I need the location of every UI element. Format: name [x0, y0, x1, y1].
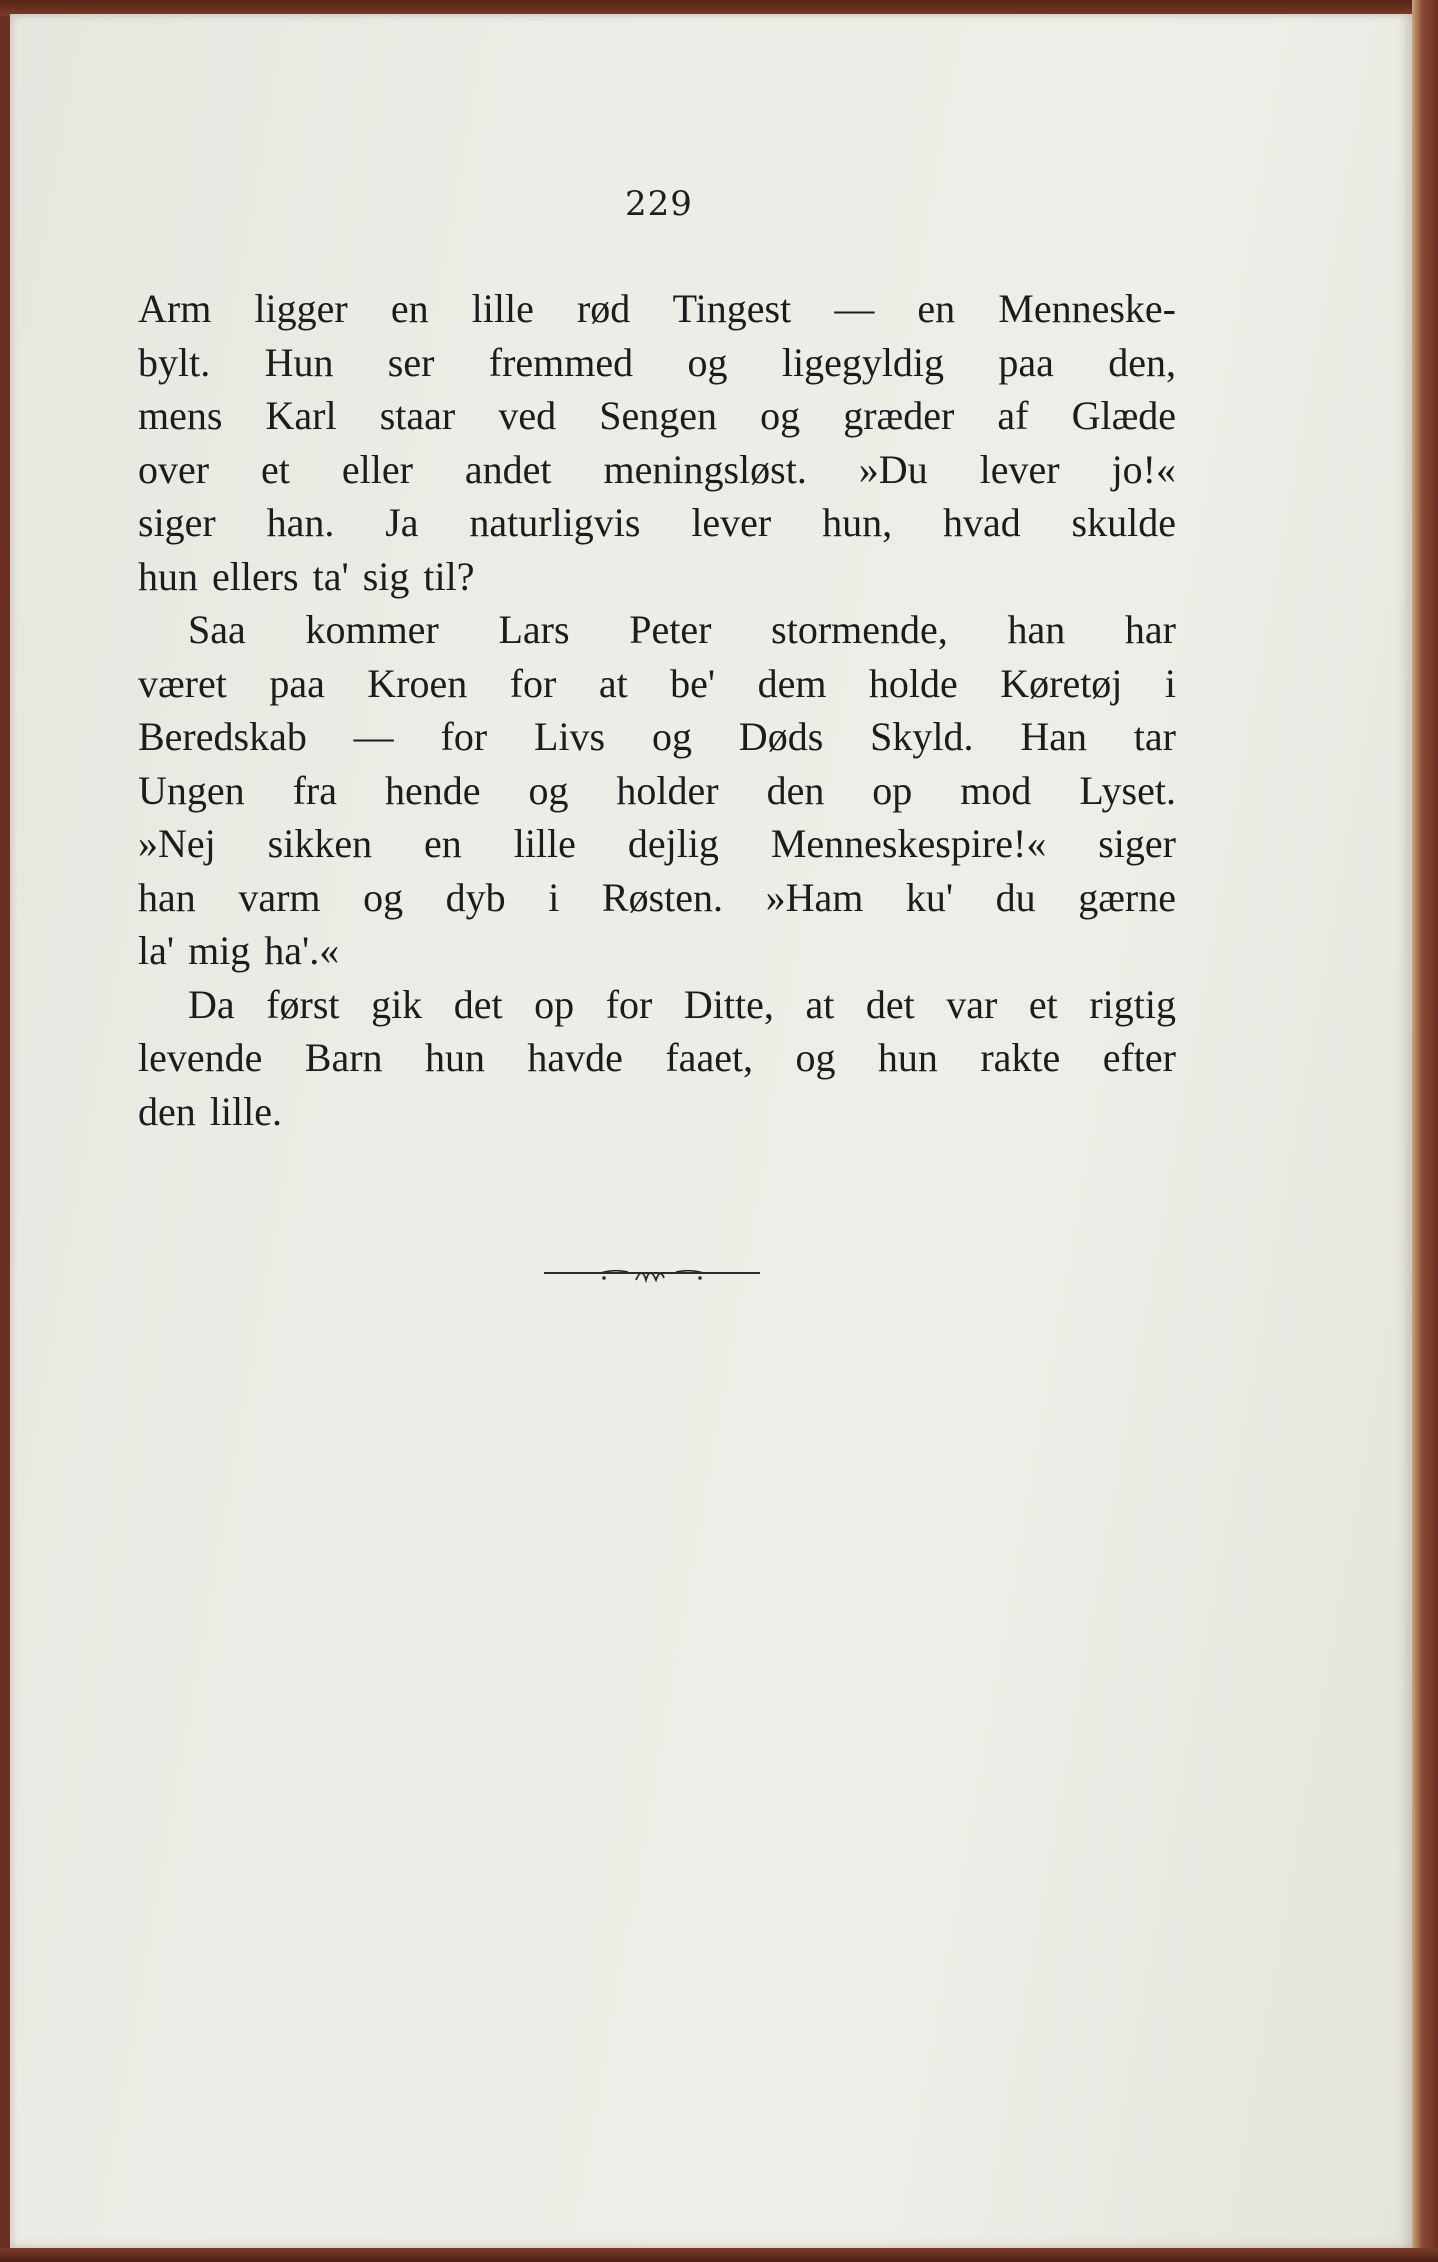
text-line: han varm og dyb i Røsten. »Ham ku' du gærne	[138, 874, 1176, 920]
text-line: hun ellers ta' sig til?	[138, 553, 475, 599]
text-line: levende Barn hun havde faaet, og hun rakte efter	[138, 1035, 1176, 1080]
text-line: la' mig ha'.«	[138, 928, 340, 973]
book-cover-right-edge	[1412, 0, 1438, 2262]
text-line: mens Karl staar ved Sengen og græder af Glæde	[138, 393, 1176, 438]
text-line: Da først gik det op for Ditte, at det var et rigtig	[188, 981, 1176, 1027]
text-line: Beredskab — for Livs og Døds Skyld. Han tar	[138, 714, 1176, 759]
text-line: den lille.	[138, 1088, 282, 1134]
text-line: Arm ligger en lille rød Tingest — en Menneske-	[138, 286, 1176, 331]
book-page	[10, 14, 1412, 2248]
book-cover-bottom-edge	[0, 2248, 1438, 2262]
text-line: bylt. Hun ser fremmed og ligegyldig paa den,	[138, 339, 1176, 385]
page-number: 229	[625, 184, 693, 224]
end-flourish-ornament-icon	[540, 1258, 764, 1288]
text-line: Ungen fra hende og holder den op mod Lyset.	[138, 767, 1176, 813]
text-line: »Nej sikken en lille dejlig Menneskespire!« siger	[138, 821, 1176, 866]
text-line: Saa kommer Lars Peter stormende, han har	[188, 607, 1176, 652]
text-line: siger han. Ja naturligvis lever hun, hvad skulde	[138, 500, 1176, 545]
body-text	[138, 282, 1176, 1138]
text-line: over et eller andet meningsløst. »Du lever jo!«	[138, 446, 1176, 492]
text-line: været paa Kroen for at be' dem holde Køretøj i	[138, 660, 1176, 706]
